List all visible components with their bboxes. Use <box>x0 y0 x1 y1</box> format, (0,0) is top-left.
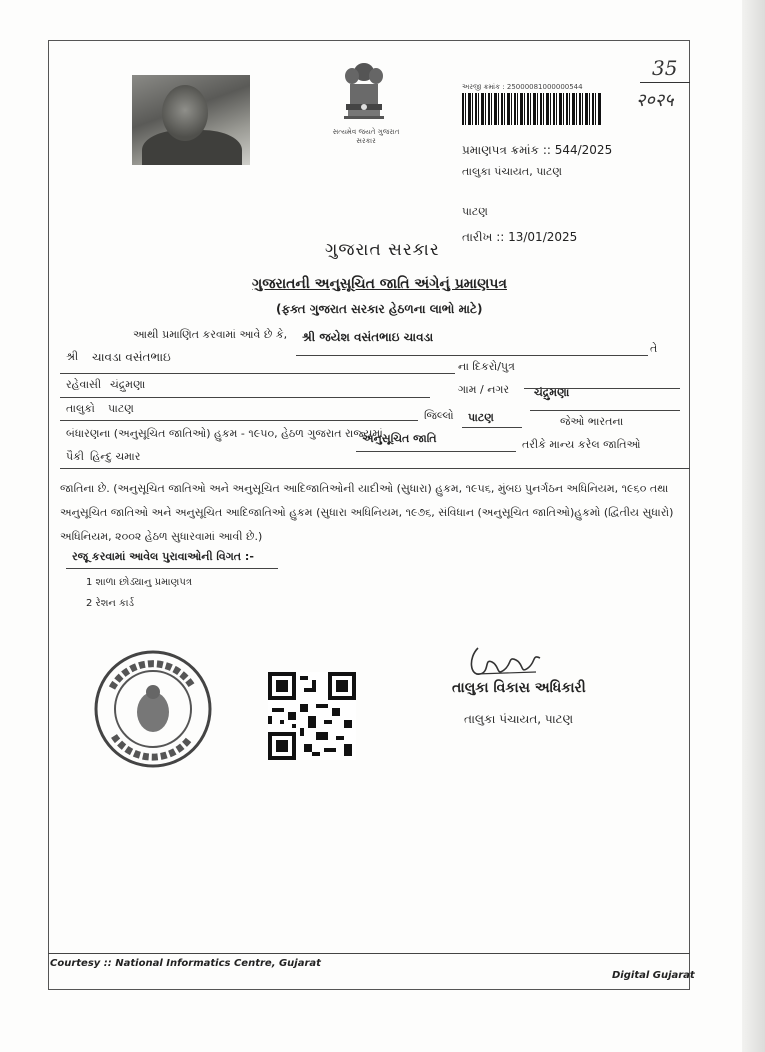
handwritten-underline <box>640 82 690 83</box>
applicant-photo <box>132 75 250 165</box>
handwritten-year: २०२५ <box>636 90 674 111</box>
village-underline <box>524 388 680 389</box>
certificate-number: પ્રમાણપત્ર ક્રમાંક :: 544/2025 <box>462 143 613 157</box>
district-underline <box>462 427 522 428</box>
shri-label: શ્રી <box>66 350 79 363</box>
legal-text-line2: અનુસૂચિત જાતિઓ અને અનુસૂચિત આદિજાતિઓ હુકમ (સુધારા અધિનિયમ, ૧૯૭૬, સંવિધાન (અનુસૂચિત જાતિઓ)હુકમો (દ્વિતીય સુધારો) <box>60 506 674 519</box>
panchayat-seal-icon <box>92 648 214 770</box>
resident-underline <box>60 397 430 398</box>
caste-underline <box>60 468 690 469</box>
district-right-line <box>530 410 680 411</box>
documents-title: રજૂ કરવામાં આવેલ પુરાવાઓની વિગત :- <box>72 550 254 563</box>
qr-code <box>268 672 356 760</box>
name-underline <box>296 355 648 356</box>
officer-office: તાલુકા પંચાયત, પાટણ <box>464 712 574 726</box>
certify-text: આથી પ્રમાણિત કરવામાં આવે છે કે, <box>133 328 288 341</box>
national-emblem-icon <box>338 58 390 126</box>
father-name: ચાવડા વસંતભાઇ <box>92 350 171 364</box>
government-title: ગુજરાત સરકાર <box>325 240 440 260</box>
officer-title: તાલુકા વિકાસ અધિકારી <box>452 680 586 696</box>
category-underline <box>356 451 516 452</box>
resident-value: ચંદ્રુમણા <box>110 378 146 391</box>
father-underline <box>60 373 455 374</box>
emblem-caption: સત્યમેવ જયતે ગુજરાત સરકાર <box>332 128 400 145</box>
village-value: ચંદ્રુમણા <box>534 386 570 399</box>
district-label: જિલ્લો <box>424 409 454 422</box>
certificate-title: ગુજરાતની અનુસૂચિત જાતિ અંગેનું પ્રમાણપત્ર <box>252 276 508 292</box>
digital-gujarat-text: Digital Gujarat <box>612 970 695 981</box>
certificate-subtitle: (ફક્ત ગુજરાત સરકાર હેઠળના લાભો માટે) <box>276 302 483 316</box>
resident-label: રહેવાસી <box>66 378 102 391</box>
taluka-value: પાટણ <box>108 402 134 415</box>
district-value: પાટણ <box>468 411 494 424</box>
document-item: 1 શાળા છોડ્યાનુ પ્રમાણપત્ર <box>86 577 192 588</box>
signature-icon <box>466 640 546 684</box>
page-edge-shadow <box>742 0 765 1052</box>
caste-category: અનુસૂચિત જાતિ <box>362 432 437 445</box>
taluka-label: તાલુકો <box>66 402 95 415</box>
india-text: જેઓ ભારતના <box>560 415 624 428</box>
son-of-label: ના દિકરો/પુત્ર <box>458 360 515 373</box>
village-label: ગામ / નગર <box>458 383 510 396</box>
footer-line <box>48 953 690 954</box>
barcode <box>462 93 602 125</box>
from-label: પૈકી <box>66 450 85 463</box>
document-item: 2 રેશન કાર્ડ <box>86 598 135 609</box>
courtesy-text: Courtesy :: National Informatics Centre, Gujarat <box>50 958 321 969</box>
issue-place: પાટણ <box>462 205 488 218</box>
legal-text-line1: જાતિના છે. (અનુસૂચિત જાતિઓ અને અનુસૂચિત આદિજાતિઓની યાદીઓ (સુધારા) હુકમ, ૧૯૫૬, મુંબઇ પુનર્ગઠન અધિનિયમ, ૧૯૬૦ તથા <box>60 482 669 495</box>
caste-name: હિન્દુ ચમાર <box>90 450 141 463</box>
person-name: શ્રી જયેશ વસંતભાઇ ચાવડા <box>302 330 434 344</box>
recognized-text: તરીકે માન્ય કરેલ જાતિઓ <box>522 438 641 451</box>
taluka-underline <box>60 420 418 421</box>
issue-date: તારીખ :: 13/01/2025 <box>462 230 578 244</box>
issuing-office: તાલુકા પંચાયત, પાટણ <box>462 165 563 178</box>
documents-underline <box>66 568 278 569</box>
application-number: અરજી ક્રમાંક : 25000081000000544 <box>462 83 583 91</box>
legal-text-line3: અધિનિયમ, ૨૦૦૨ હેઠળ સુધારવામાં આવી છે.) <box>60 530 263 543</box>
constitution-text: બંધારણના (અનુસૂચિત જાતિઓ) હુકમ - ૧૯૫૦, હેઠળ ગુજરાત રાજ્યમાં <box>66 427 383 440</box>
handwritten-number: 35 <box>652 56 678 80</box>
te-text: તે <box>650 342 658 355</box>
